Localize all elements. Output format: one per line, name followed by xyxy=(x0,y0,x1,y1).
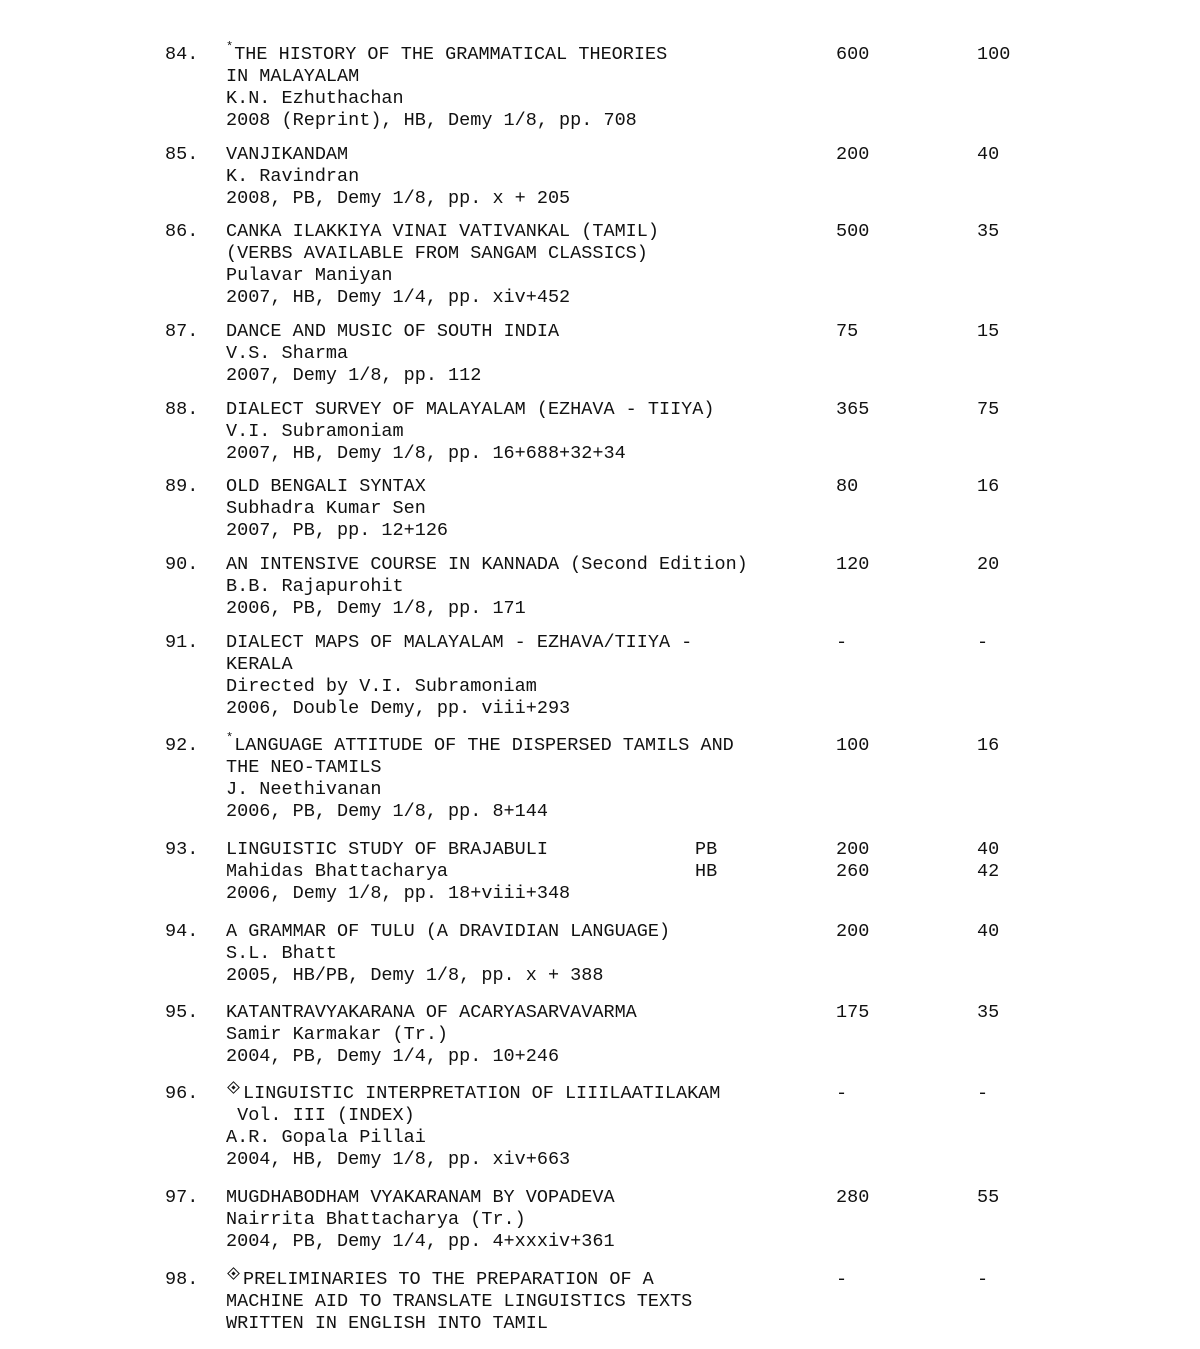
entry-text: LANGUAGE ATTITUDE OF THE DISPERSED TAMILS AND xyxy=(234,735,734,756)
entry-price: 100 xyxy=(836,735,870,756)
entry-title-line xyxy=(226,1187,615,1209)
entry-copies: 16 xyxy=(977,476,1000,497)
entry-text: THE NEO-TAMILS xyxy=(226,757,382,778)
entry-number: 89. xyxy=(165,476,199,497)
entry-title-line xyxy=(226,1083,720,1105)
entry-price: 280 xyxy=(836,1187,870,1208)
entry-text: K.N. Ezhuthachan xyxy=(226,88,404,109)
entry-text: Pulavar Maniyan xyxy=(226,265,393,286)
entry-detail-line xyxy=(226,698,570,720)
entry-title-line xyxy=(226,1002,637,1024)
entry-detail-line xyxy=(226,287,570,309)
entry-detail-line xyxy=(226,520,448,542)
entry-text: V.S. Sharma xyxy=(226,343,349,364)
entry-text: A.R. Gopala Pillai xyxy=(226,1127,426,1148)
entry-copies: 40 xyxy=(977,839,1000,860)
entry-detail-line xyxy=(226,343,348,365)
entry-detail-line xyxy=(226,861,448,883)
entry-detail-line xyxy=(226,801,548,823)
entry-copies: 42 xyxy=(977,861,1000,882)
entry-detail-line xyxy=(226,1105,415,1127)
entry-number: 90. xyxy=(165,554,199,575)
edition-label: HB xyxy=(695,861,718,882)
asterisk-icon: * xyxy=(226,40,234,54)
entry-detail-line xyxy=(226,1231,615,1253)
entry-title-line xyxy=(226,839,548,861)
entry-copies: 35 xyxy=(977,221,1000,242)
entry-text: 2007, HB, Demy 1/8, pp. 16+688+32+34 xyxy=(226,443,626,464)
entry-copies: 40 xyxy=(977,144,1000,165)
entry-copies: 35 xyxy=(977,1002,1000,1023)
entry-price: 260 xyxy=(836,861,870,882)
entry-detail-line xyxy=(226,365,481,387)
entry-detail-line xyxy=(226,1313,548,1335)
entry-detail-line xyxy=(226,757,381,779)
entry-text: MUGDHABODHAM VYAKARANAM BY VOPADEVA xyxy=(226,1187,615,1208)
entry-copies: - xyxy=(977,1269,989,1290)
entry-price: 600 xyxy=(836,44,870,65)
entry-text: 2004, PB, Demy 1/4, pp. 10+246 xyxy=(226,1046,560,1067)
entry-text: Nairrita Bhattacharya (Tr.) xyxy=(226,1209,526,1230)
entry-text: Subhadra Kumar Sen xyxy=(226,498,426,519)
entry-detail-line xyxy=(226,421,404,443)
entry-text: DANCE AND MUSIC OF SOUTH INDIA xyxy=(226,321,560,342)
entry-text: Mahidas Bhattacharya xyxy=(226,861,449,882)
asterisk-icon: * xyxy=(226,731,234,745)
entry-detail-line xyxy=(226,166,359,188)
entry-text: S.L. Bhatt xyxy=(226,943,338,964)
entry-number: 98. xyxy=(165,1269,199,1290)
entry-detail-line xyxy=(226,66,359,88)
entry-text: 2004, PB, Demy 1/4, pp. 4+xxxiv+361 xyxy=(226,1231,615,1252)
entry-title-line xyxy=(226,476,426,498)
entry-copies: - xyxy=(977,632,989,653)
entry-price: - xyxy=(836,1269,848,1290)
entry-copies: 40 xyxy=(977,921,1000,942)
entry-detail-line xyxy=(226,779,381,801)
entry-copies: 15 xyxy=(977,321,1000,342)
entry-detail-line xyxy=(226,265,393,287)
diamond-icon xyxy=(227,1081,240,1094)
entry-title-line xyxy=(226,731,734,757)
entry-detail-line xyxy=(226,576,404,598)
entry-detail-line xyxy=(226,676,537,698)
entry-detail-line xyxy=(226,443,626,465)
entry-text: MACHINE AID TO TRANSLATE LINGUISTICS TEXTS xyxy=(226,1291,693,1312)
entry-text: DIALECT MAPS OF MALAYALAM - EZHAVA/TIIYA - xyxy=(226,632,693,653)
entry-text: DIALECT SURVEY OF MALAYALAM (EZHAVA - TIIYA) xyxy=(226,399,715,420)
entry-text: 2007, Demy 1/8, pp. 112 xyxy=(226,365,482,386)
entry-text: PRELIMINARIES TO THE PREPARATION OF A xyxy=(243,1269,654,1290)
entry-detail-line xyxy=(226,1046,559,1068)
entry-detail-line xyxy=(226,654,293,676)
entry-text: VANJIKANDAM xyxy=(226,144,349,165)
entry-title-line xyxy=(226,399,714,421)
entry-number: 92. xyxy=(165,735,199,756)
entry-price: 500 xyxy=(836,221,870,242)
entry-copies: 55 xyxy=(977,1187,1000,1208)
entry-title-line xyxy=(226,554,748,576)
entry-text: Samir Karmakar (Tr.) xyxy=(226,1024,449,1045)
entry-detail-line xyxy=(226,1209,526,1231)
entry-text: LINGUISTIC INTERPRETATION OF LIIILAATILAKAM xyxy=(243,1083,721,1104)
entry-price: - xyxy=(836,1083,848,1104)
entry-text: AN INTENSIVE COURSE IN KANNADA (Second Edition) xyxy=(226,554,748,575)
entry-number: 97. xyxy=(165,1187,199,1208)
entry-text: IN MALAYALAM xyxy=(226,66,360,87)
entry-text: 2006, PB, Demy 1/8, pp. 8+144 xyxy=(226,801,548,822)
entry-number: 93. xyxy=(165,839,199,860)
entry-text: KATANTRAVYAKARANA OF ACARYASARVAVARMA xyxy=(226,1002,637,1023)
entry-number: 88. xyxy=(165,399,199,420)
entry-text: K. Ravindran xyxy=(226,166,360,187)
entry-copies: 16 xyxy=(977,735,1000,756)
entry-number: 91. xyxy=(165,632,199,653)
entry-text: 2008 (Reprint), HB, Demy 1/8, pp. 708 xyxy=(226,110,637,131)
entry-text: Directed by V.I. Subramoniam xyxy=(226,676,537,697)
entry-text: 2006, Double Demy, pp. viii+293 xyxy=(226,698,571,719)
diamond-icon xyxy=(227,1267,240,1280)
entry-title-line xyxy=(226,321,559,343)
entry-detail-line xyxy=(226,243,648,265)
entry-text: KERALA xyxy=(226,654,293,675)
entry-price: 200 xyxy=(836,839,870,860)
entry-title-line xyxy=(226,1269,654,1291)
entry-title-line xyxy=(226,40,668,66)
entry-detail-line xyxy=(226,188,570,210)
entry-price: 120 xyxy=(836,554,870,575)
entry-copies: 100 xyxy=(977,44,1011,65)
entry-text: LINGUISTIC STUDY OF BRAJABULI xyxy=(226,839,548,860)
entry-price: 200 xyxy=(836,921,870,942)
entry-text: THE HISTORY OF THE GRAMMATICAL THEORIES xyxy=(234,44,668,65)
entry-detail-line xyxy=(226,943,337,965)
entry-price: 75 xyxy=(836,321,859,342)
entry-text: 2005, HB/PB, Demy 1/8, pp. x + 388 xyxy=(226,965,604,986)
entry-number: 84. xyxy=(165,44,199,65)
entry-price: 175 xyxy=(836,1002,870,1023)
entry-text: 2007, HB, Demy 1/4, pp. xiv+452 xyxy=(226,287,571,308)
entry-number: 87. xyxy=(165,321,199,342)
entry-text: A GRAMMAR OF TULU (A DRAVIDIAN LANGUAGE) xyxy=(226,921,671,942)
entry-title-line xyxy=(226,921,670,943)
entry-number: 94. xyxy=(165,921,199,942)
entry-text: 2006, PB, Demy 1/8, pp. 171 xyxy=(226,598,526,619)
entry-text: (VERBS AVAILABLE FROM SANGAM CLASSICS) xyxy=(226,243,648,264)
entry-text: 2008, PB, Demy 1/8, pp. x + 205 xyxy=(226,188,571,209)
entry-text: 2004, HB, Demy 1/8, pp. xiv+663 xyxy=(226,1149,571,1170)
entry-detail-line xyxy=(226,965,603,987)
entry-text: WRITTEN IN ENGLISH INTO TAMIL xyxy=(226,1313,548,1334)
entry-detail-line xyxy=(226,1291,692,1313)
entry-text: 2006, Demy 1/8, pp. 18+viii+348 xyxy=(226,883,571,904)
entry-detail-line xyxy=(226,88,404,110)
entry-text: V.I. Subramoniam xyxy=(226,421,404,442)
entry-detail-line xyxy=(226,498,426,520)
entry-detail-line xyxy=(226,598,526,620)
entry-text: J. Neethivanan xyxy=(226,779,382,800)
entry-detail-line xyxy=(226,883,570,905)
entry-title-line xyxy=(226,221,659,243)
entry-price: - xyxy=(836,632,848,653)
entry-copies: 75 xyxy=(977,399,1000,420)
entry-title-line xyxy=(226,632,692,654)
entry-detail-line xyxy=(226,1024,448,1046)
entry-number: 86. xyxy=(165,221,199,242)
entry-number: 96. xyxy=(165,1083,199,1104)
entry-copies: - xyxy=(977,1083,989,1104)
entry-detail-line xyxy=(226,110,637,132)
entry-text: OLD BENGALI SYNTAX xyxy=(226,476,426,497)
entry-text: Vol. III (INDEX) xyxy=(226,1105,415,1126)
entry-copies: 20 xyxy=(977,554,1000,575)
entry-detail-line xyxy=(226,1149,570,1171)
entry-text: 2007, PB, pp. 12+126 xyxy=(226,520,449,541)
entry-number: 85. xyxy=(165,144,199,165)
entry-detail-line xyxy=(226,1127,426,1149)
entry-price: 200 xyxy=(836,144,870,165)
entry-number: 95. xyxy=(165,1002,199,1023)
entry-text: CANKA ILAKKIYA VINAI VATIVANKAL (TAMIL) xyxy=(226,221,659,242)
edition-label: PB xyxy=(695,839,718,860)
entry-price: 80 xyxy=(836,476,859,497)
entry-title-line xyxy=(226,144,348,166)
entry-text: B.B. Rajapurohit xyxy=(226,576,404,597)
entry-price: 365 xyxy=(836,399,870,420)
